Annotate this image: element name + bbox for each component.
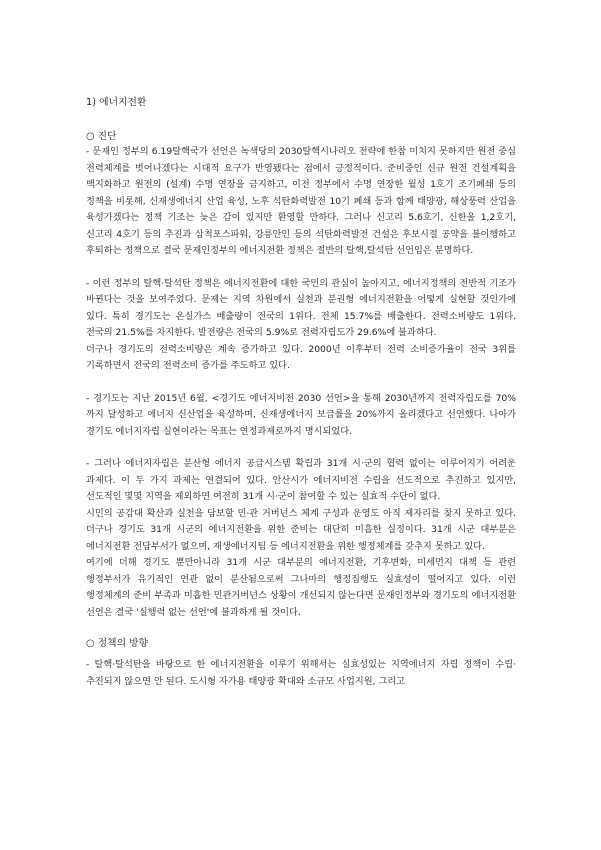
diagnosis-paragraph-4: - 그러나 에너지자립은 분산형 에너지 공급시스템 확립과 31개 시·군의 협력 없이는 이루어지기 어려운 과제다. 이 두 가지 과제는 연결되어 있다. 안산시가 에너지비전 수립을 선도적으로 추진하고 있지만, 선도적인 몇몇 지역을 제외하면 여전히 31개 시·군이 참여할 수 있는 실효적 수단이 없다. 시민의 공감대 확산과 실천을 담보할 민·관 거버넌스 체계 구성과 운영도 아직 제자리를 찾지 못하고 있다. 더구나 경기도 31개 시군의 에너지전환을 위한 준비는 대단히 미흡한 실정이다. 31개 시군 대부분은 에너지전환 전담부서가 없으며, 재생에너지팀 등 에너지전환을 위한 행정체계를 갖추지 못하고 있다. 여기에 더해 경기도 뿐만아니라 31개 시군 대부분의 에너지전환, 기후변화, 미세먼지 대책 등 관련 행정부서가 유기적인 연관 없이 분산됨으로써 그나마의 행정집행도 실효성이 떨어지고 있다. 이런 행정체계의 준비 부족과 미흡한 민관거버넌스 상황이 개선되지 않는다면 문재인정부와 경기도의 에너지전환 선언은 결국 '실행력 없는 선언'에 불과하게 될 것이다. (86, 458, 516, 618)
subsection-diagnosis-title: ○ 진단 (86, 131, 117, 142)
diagnosis-paragraph-1: - 문재인 정부의 6.19탈핵국가 선언은 녹색당의 2030탈핵시나리오 전략에 한참 미치지 못하지만 원전 중심 전력체계를 벗어나겠다는 시대적 요구가 반영됐다는 점에서 긍정적이다. 준비중인 신규 원전 건설계획을 백지화하고 원전의 (설계) 수명 연장을 금지하고, 이전 정부에서 수명 연장한 월성 1호기 조기폐쇄 등의 정책을 비롯해, 신재생에너지 산업 육성, 노후 석탄화력발전 10기 폐쇄 등과 함께 태양광, 해상풍력 산업을 육성가겠다는 정책 기조는 늦은 감이 있지만 환영할 만하다. 그러나 신고리 5.6호기, 신한울 1,2호기, 신고리 4호기 등의 추진과 삼척포스파워, 강릉안인 등의 석탄화력발전 건설은 후보시절 공약을 불이행하고 후퇴하는 정책으로 결국 문재인정부의 에너지전환 정책은 절반의 탈핵,탈석탄 선언임은 분명하다. (86, 146, 516, 256)
section-heading: 1) 에너지전환 (86, 97, 147, 108)
policy-paragraph-1: - 탈핵·탈석탄을 바탕으로 한 에너지전환을 이루기 위해서는 실효성있는 지역에너지 자립 정책이 수립·추진되지 않으면 안 된다. 도시형 자가용 태양광 확대와 소규모 사업지원, 그리고 (86, 659, 516, 687)
document-body (86, 96, 516, 690)
subsection-policy-title: ○ 정책의 방향 (86, 638, 149, 649)
diagnosis-paragraph-3: - 경기도는 지난 2015년 6월, <경기도 에너지비전 2030 선언>을 통해 2030년까지 전력자립도를 70%까지 달성하고 에너지 신산업을 육성하며, 신재생에너지 보급률을 20%까지 올리겠다고 선언했다. 나아가 경기도 에너지자립 실현이라는 목표는 연정과제로까지 명시되었다. (86, 392, 516, 437)
diagnosis-paragraph-2: - 이런 정부의 탈핵·탈석탄 정책은 에너지전환에 대한 국민의 관심이 높아지고, 에너지정책의 전반적 기조가 바뀐다는 것을 보여주었다. 문제는 지역 차원에서 실천과 분권형 에너지전환을 어떻게 실현할 것인가에 있다. 특히 경기도는 온실가스 배출량이 전국의 1위다. 전체 15.7%를 배출한다. 전력소비량도 1위다. 전국의 21.5%를 차지한다. 발전량은 전국의 5.9%로 전력자립도가 29.6%에 불과하다. 더구나 경기도의 전력소비량은 계속 증가하고 있다. 2000년 이후부터 전력 소비증가율이 전국 3위를 기록하면서 전국의 전력소비 증가를 주도하고 있다. (86, 277, 516, 371)
